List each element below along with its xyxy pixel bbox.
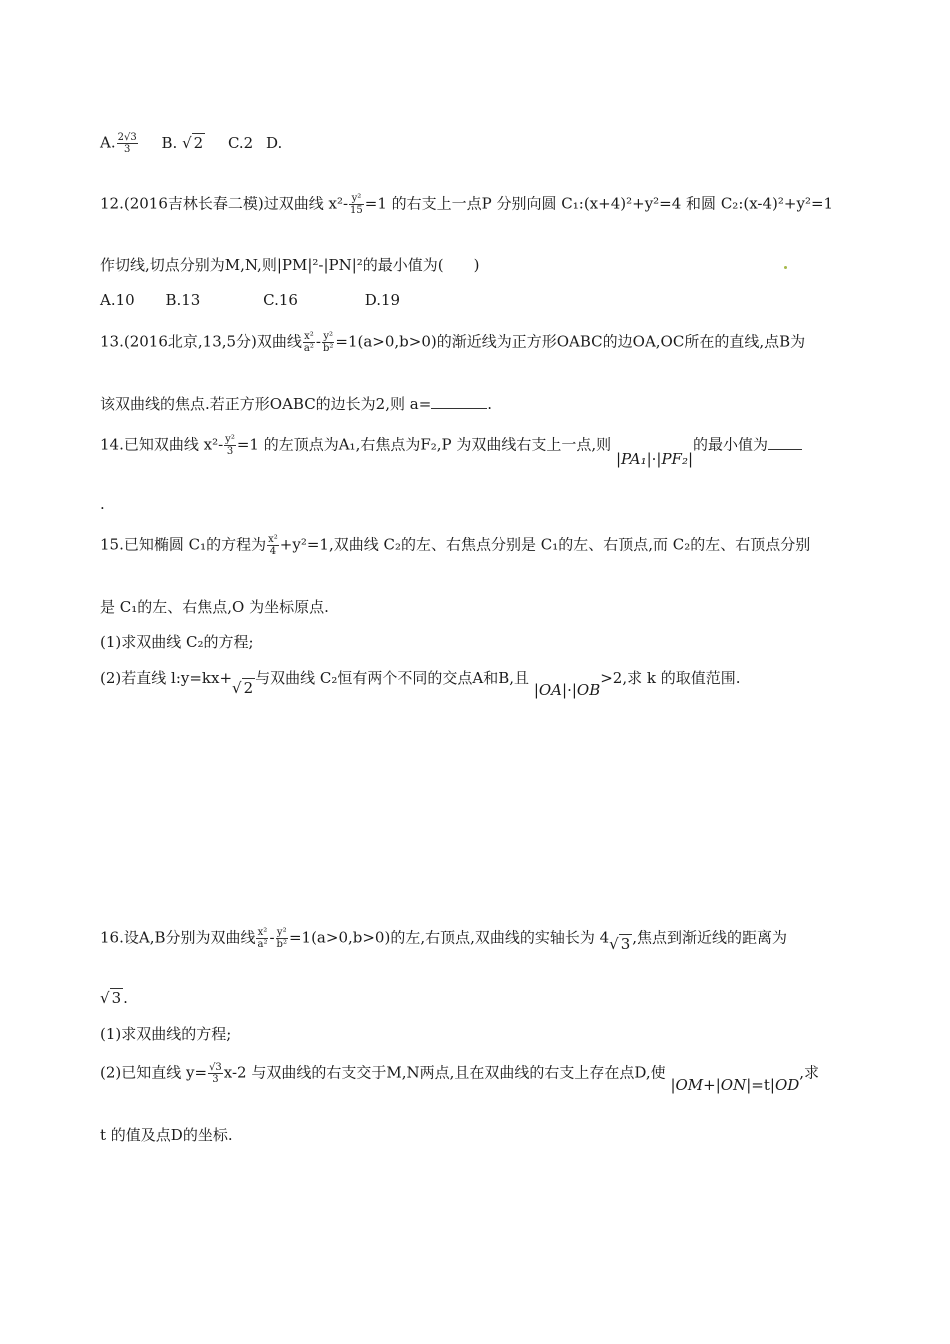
q12-option-c: C.16 <box>263 291 298 309</box>
q12-text-b: =1 的右支上一点P 分别向圆 C₁:(x+4)²+y²=4 和圆 C₂:(x-4)²+y²=1 <box>364 194 834 213</box>
q16-line2 <box>100 988 128 1008</box>
q16-fraction-y <box>276 927 288 950</box>
q12-option-a: A.10 <box>100 291 135 309</box>
fraction-numerator: x² <box>257 927 268 938</box>
q15-fraction <box>267 534 279 557</box>
fraction-denominator: 15 <box>350 205 363 216</box>
fraction-denominator: 3 <box>226 446 234 457</box>
q15-text-d: 与双曲线 C₂恒有两个不同的交点A和B,且 <box>255 669 530 687</box>
q12-options <box>100 290 400 310</box>
q15-line2: 是 C₁的左、右焦点,O 为坐标原点. <box>100 598 329 616</box>
q16-part2: (2)已知直线 y= $\frac{√3}{3}$ x-2 与双曲线的右支交于M,N两点,且在双曲线的右支上存在点D,使 |OM+|ON|=t|OD,求 <box>100 1062 820 1094</box>
vector-ob: OB <box>576 681 601 699</box>
q14-text-a: 14.已知双曲线 x²- <box>100 435 224 454</box>
fraction-numerator: y² <box>225 434 235 445</box>
fraction-numerator: x² <box>304 331 314 342</box>
q13-fraction-x <box>303 331 315 354</box>
q14-text-b: =1 的左顶点为A₁,右焦点为F₂,P 为双曲线右支上一点,则 <box>236 435 612 454</box>
q13-line2 <box>100 394 492 414</box>
q13-text-c: 该双曲线的焦点.若正方形OABC的边长为2,则 a= <box>100 395 432 413</box>
q16-text-e: (2)已知直线 y= <box>100 1063 208 1082</box>
q13-text-b: =1(a>0,b>0)的渐近线为正方形OABC的边OA,OC所在的直线,点B为 <box>335 332 806 351</box>
fraction-denominator: b² <box>322 343 334 354</box>
q14-line2: . <box>100 495 105 513</box>
q16-text-d: . <box>123 989 128 1007</box>
fraction-denominator: 3 <box>212 1074 219 1085</box>
q16-text-c: ,焦点到渐近线的距离为 <box>632 928 788 947</box>
q15-line1 <box>100 534 810 557</box>
fraction-denominator: a² <box>257 939 268 950</box>
q13-fraction-y <box>322 331 334 354</box>
q16-text-b: =1(a>0,b>0)的左,右顶点,双曲线的实轴长为 4 <box>288 928 610 947</box>
radicand: 2 <box>243 679 254 697</box>
q16-line1: 16.设A,B分别为双曲线 $\frac{\text{x²}}{\text{a²}}$ - $\frac{\text{y²}}{\text{b²}}$ =1(a>0,b>0)的左,右顶点,双曲线的实轴长为 4√ 3 ,焦点到渐近线的距离为 <box>100 927 788 953</box>
answer-blank <box>768 437 802 450</box>
fraction-numerator: y² <box>276 927 287 938</box>
q16-fraction-x <box>256 927 268 950</box>
q16-last-line: t 的值及点D的坐标. <box>100 1126 233 1144</box>
q11-option-b-sqrt: √ 2 <box>182 133 204 152</box>
fraction-denominator: 3 <box>123 144 131 155</box>
q15-part2: (2)若直线 l:y=kx+√ 2与双曲线 C₂恒有两个不同的交点A和B,且 |OA|·|OB>2,求 k 的取值范围. <box>100 669 741 699</box>
sqrt-expression: √ 3 <box>100 989 122 1007</box>
radicand: 2 <box>193 133 204 152</box>
q13-text-d: . <box>487 395 493 413</box>
vector-on: ON <box>720 1075 747 1094</box>
q14-text-c: 的最小值为 <box>693 435 769 454</box>
vector-om: OM <box>675 1075 704 1094</box>
sqrt-expression: √ 2 <box>232 679 254 697</box>
fraction-denominator: a² <box>303 343 314 354</box>
fraction-numerator: y² <box>349 193 364 205</box>
q12-line1 <box>100 193 833 216</box>
q11-option-a-fraction <box>117 132 138 155</box>
q11-option-d: D. <box>266 133 283 152</box>
fraction-numerator: 2√3 <box>117 132 137 143</box>
vector-oa: OA <box>538 681 563 699</box>
q11-option-b-label: B. <box>161 133 178 152</box>
q16-text-a: 16.设A,B分别为双曲线 <box>100 928 256 947</box>
green-dot-mark <box>784 266 787 269</box>
fraction-numerator: x² <box>268 534 278 545</box>
q15-part1: (1)求双曲线 C₂的方程; <box>100 633 254 651</box>
fraction-numerator: y² <box>323 331 334 342</box>
answer-blank <box>431 396 487 409</box>
q13-text-a: 13.(2016北京,13,5分)双曲线 <box>100 332 302 351</box>
q16-text-h: ,求 <box>799 1063 820 1082</box>
q13-line1: 13.(2016北京,13,5分)双曲线 $\frac{\text{x²}}{\text{a²}}$ - $\frac{\text{y²}}{\text{b²}}$ =1(a>0,b>0)的渐近线为正方形OABC的边OA,OC所在的直线,点B为 <box>100 331 806 354</box>
fraction-numerator: √3 <box>209 1062 222 1073</box>
radicand: 3 <box>620 934 631 953</box>
fraction-denominator: 4 <box>269 546 277 557</box>
q16-part1: (1)求双曲线的方程; <box>100 1025 232 1043</box>
q16-fraction-slope <box>208 1062 223 1085</box>
q15-text-c: (2)若直线 l:y=kx+ <box>100 669 233 687</box>
vector-pf2: PF₂ <box>661 449 688 468</box>
q12-fraction <box>349 193 364 216</box>
q14-line1: 14.已知双曲线 x²- $\frac{\text{y²}}{3}$ =1 的左顶点为A₁,右焦点为F₂,P 为双曲线右支上一点,则 |PA₁|·|PF₂|的最小值为 <box>100 434 802 469</box>
vector-pa1: PA₁ <box>621 449 647 468</box>
q16-text-f: x-2 与双曲线的右支交于M,N两点,且在双曲线的右支上存在点D,使 <box>223 1063 666 1082</box>
vector-od: OD <box>774 1075 800 1094</box>
q15-text-b: +y²=1,双曲线 C₂的左、右焦点分别是 C₁的左、右顶点,而 C₂的左、右顶点分别 <box>279 535 811 554</box>
q12-option-d: D.19 <box>364 291 401 309</box>
q14-fraction <box>224 434 236 457</box>
q16-text-g: =t <box>751 1075 770 1094</box>
fraction-denominator: b² <box>276 939 287 950</box>
q12-option-b: B.13 <box>165 291 201 309</box>
sqrt-expression: √ 3 <box>609 934 631 953</box>
q11-option-a-label: A. <box>100 133 116 152</box>
q15-text-a: 15.已知椭圆 C₁的方程为 <box>100 535 267 554</box>
q11-options <box>100 132 282 155</box>
q12-line2: 作切线,切点分别为M,N,则|PM|²-|PN|²的最小值为( ) <box>100 256 480 274</box>
q15-text-e: >2,求 k 的取值范围. <box>600 669 741 687</box>
q12-text-a: 12.(2016吉林长春二模)过双曲线 x²- <box>100 194 349 213</box>
q11-option-c: C.2 <box>227 133 254 152</box>
radicand: 3 <box>111 989 122 1007</box>
